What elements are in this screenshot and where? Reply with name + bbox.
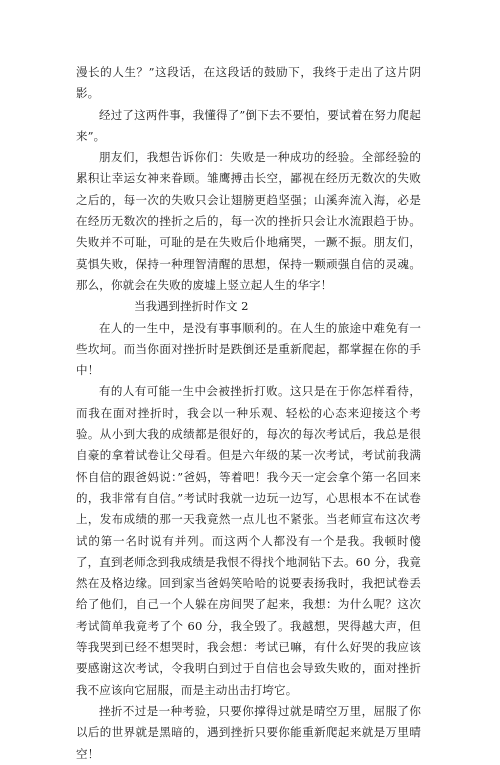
paragraph: 在人的一生中，是没有事事顺利的。在人生的旅途中难免有一些坎坷。而当你面对挫折时是跌倒还是重新爬起，都掌握在你的手中！ (76, 320, 421, 378)
document-body (76, 62, 421, 765)
essay-title: 当我遇到挫折时作文 2 (134, 299, 249, 314)
paragraph: 有的人有可能一生中会被挫折打败。这只是在于你怎样看待，而我在面对挫折时，我会以一种乐观、轻松的心态来迎接这个考验。从小到大我的成绩都是很好的，每次的每次考试后，我总是很自豪的拿着试卷让父母看。但是六年级的某一次考试，考试前我满怀自信的跟爸妈说：”爸妈，等着吧！我今天一定会拿个第一名回来的，我非常有自信。”考试时我就一边玩一边写，心思根本不在试卷上，发布成绩的那一天我竟然一点儿也不紧张。当老师宣布这次考试的第一名时说有并列。而这两个人都没有一个是我。我顿时傻了，直到老师念到我成绩是我恨不得找个地洞钻下去。60 分，我竟然在及格边缘。回到家当爸妈笑哈哈的说要表扬我时，我把试卷丢给了他们，自己一个人躲在房间哭了起来，我想：为什么呢？这次考试简单我竟考了个 60 分，我全毁了。我越想，哭得越大声，但等我哭到已经不想哭时，我会想：考试已嘛，有什么好哭的我应该要感谢这次考试，令我明白到过于自信也会导致失败的，面对挫折我不应该向它屈服，而是主动出击打垮它。 (76, 384, 421, 697)
paragraph: 经过了这两件事，我懂得了”倒下去不要怕，要试着在努力爬起来”。 (76, 107, 421, 143)
paragraph: 朋友们，我想告诉你们：失败是一种成功的经验。全部经验的累积让幸运女神来眷顾。雏鹰搏击长空，鄙视在经历无数次的失败之后的，每一次的失败只会让翅膀更趋坚强；山溪奔流入海，必是在经历无数次的挫折之后的，每一次的挫折只会让水流跟趋于协。失败并不可耻，可耻的是在失败后仆地痛哭，一蹶不振。朋友们，莫惧失败，保持一种理智清醒的思想，保持一颗顽强自信的灵魂。那么，你就会在失败的废墟上竖立起人生的华字！ (76, 150, 421, 292)
paragraph: 挫折不过是一种考验，只要你撑得过就是晴空万里，屈服了你以后的世界就是黑暗的，遇到挫折只要你能重新爬起来就是万里晴空！ (76, 703, 421, 761)
paragraph: 漫长的人生？”这段话，在这段话的鼓励下，我终于走出了这片阴影。 (76, 65, 421, 101)
